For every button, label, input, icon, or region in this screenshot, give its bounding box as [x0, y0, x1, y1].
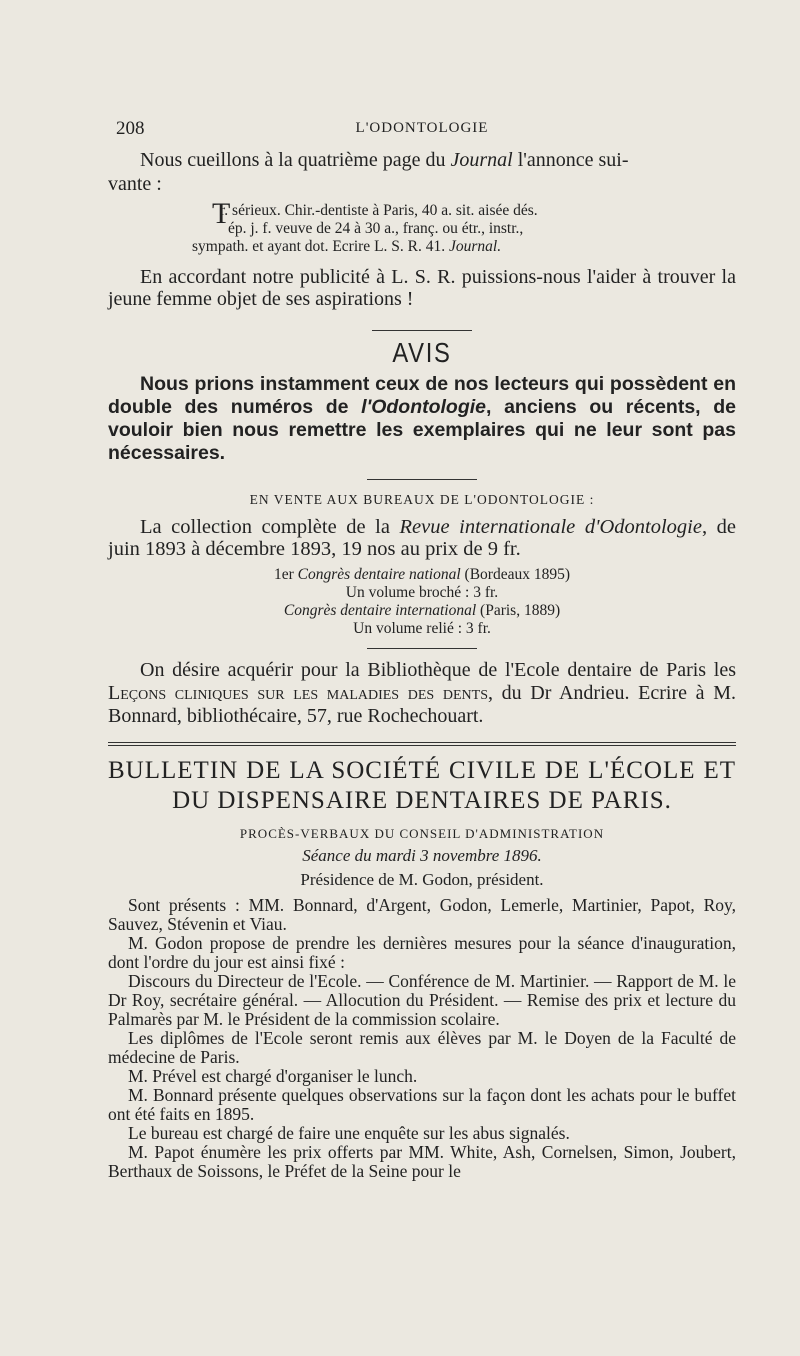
- minutes-paragraph: Discours du Directeur de l'Ecole. — Conférence de M. Martinier. — Rapport de M. le Dr Roy, secrétaire général. — Allocution du Président. — Remise des prix et lecture du Palmarès par M. le Président de la commission scolaire.: [108, 971, 736, 1029]
- bulletin-title: BULLETIN DE LA SOCIÉTÉ CIVILE DE L'ÉCOLE ET DU DISPENSAIRE DENTAIRES DE PARIS.: [108, 757, 736, 814]
- avis-title: AVIS: [392, 337, 452, 368]
- double-rule: [108, 742, 736, 746]
- page-header: [108, 118, 736, 148]
- minutes-paragraph: M. Prével est chargé d'organiser le lunch.: [128, 1066, 418, 1086]
- divider: [367, 479, 477, 480]
- congres-international: Congrès dentaire international (Paris, 1889): [283, 602, 561, 619]
- divider: [372, 330, 472, 331]
- running-title: L'ODONTOLOGIE: [355, 120, 489, 136]
- minutes-paragraph: Les diplômes de l'Ecole seront remis aux élèves par M. le Doyen de la Faculté de médecine de Paris.: [108, 1028, 736, 1067]
- intro-continuation: vante :: [108, 173, 162, 195]
- congres-international-price: Un volume relié : 3 fr.: [353, 620, 491, 637]
- page: [108, 118, 736, 1181]
- congres-national: 1er Congrès dentaire national (Bordeaux 1895): [273, 566, 571, 583]
- ad-dropcap: T: [212, 197, 231, 230]
- intro-paragraph: Nous cueillons à la quatrième page du Journal l'annonce sui-: [140, 149, 629, 171]
- seance-date: Séance du mardi 3 novembre 1896.: [302, 846, 542, 865]
- minutes-paragraph: Sont présents : MM. Bonnard, d'Argent, Godon, Lemerle, Martinier, Papot, Roy, Sauvez, Stévenin et Viau.: [108, 895, 736, 934]
- classified-ad: T r. sérieux. Chir.-dentiste à Paris, 40 a. sit. aisée dés. ép. j. f. veuve de 24 à 30 a., franç. ou étr., instr., sympath. et ayant dot. Ecrire L. S. R. 41. Journal.: [192, 197, 538, 255]
- minutes-paragraph: Le bureau est chargé de faire une enquête sur les abus signalés.: [128, 1123, 570, 1143]
- presidence: Présidence de M. Godon, président.: [300, 870, 544, 889]
- collection-offer: La collection complète de la Revue internationale d'Odontologie, de juin 1893 à décembre 1893, 19 nos au prix de 9 fr.: [108, 516, 736, 560]
- minutes-paragraph: M. Godon propose de prendre les dernières mesures pour la séance d'inauguration, dont l'ordre du jour est ainsi fixé :: [108, 933, 736, 972]
- proces-verbaux-heading: PROCÈS-VERBAUX DU CONSEIL D'ADMINISTRATION: [239, 826, 605, 841]
- minutes-paragraph: M. Bonnard présente quelques observations sur la façon dont les achats pour le buffet ont été faits en 1895.: [108, 1085, 736, 1124]
- divider: [367, 648, 477, 649]
- minutes: [108, 896, 736, 1181]
- congres-national-price: Un volume broché : 3 fr.: [345, 584, 499, 601]
- desire-paragraph: On désire acquérir pour la Bibliothèque de l'Ecole dentaire de Paris les Leçons cliniques sur les maladies des dents, du Dr Andrieu. Ecrire à M. Bonnard, bibliothécaire, 57, rue Rochechouart.: [108, 659, 736, 727]
- minutes-paragraph: M. Papot énumère les prix offerts par MM. White, Ash, Cornelsen, Simon, Joubert, Berthaux de Soissons, le Préfet de la Seine pour le: [108, 1142, 736, 1181]
- ad-comment: En accordant notre publicité à L. S. R. puissions-nous l'aider à trouver la jeune femme objet de ses aspirations !: [108, 266, 736, 310]
- avis-body: Nous prions instamment ceux de nos lecteurs qui possèdent en double des numéros de l'Odontologie, anciens ou récents, de vouloir bien nous remettre les exemplaires qui ne leur sont pas nécessaires.: [108, 373, 736, 464]
- vente-heading: EN VENTE AUX BUREAUX DE L'ODONTOLOGIE :: [249, 492, 595, 507]
- page-number: 208: [116, 118, 145, 139]
